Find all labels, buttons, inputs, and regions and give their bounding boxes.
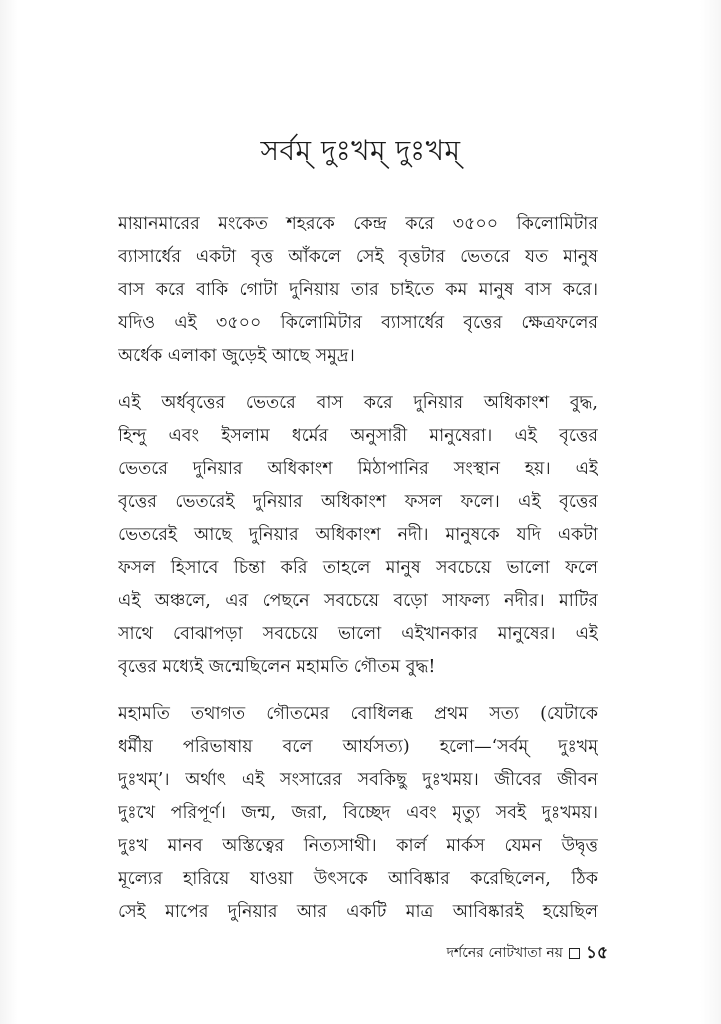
text-line: দুঃখ মানব অস্তিত্বের নিত্যসাথী। কার্ল মার্কস যেমন উদ্বৃত্ত bbox=[118, 836, 598, 856]
page-footer bbox=[447, 942, 608, 964]
square-separator-icon bbox=[569, 948, 580, 959]
text-line: সেই মাপের দুনিয়ার আর একটি মাত্র আবিষ্কারই হয়েছিল bbox=[118, 902, 598, 922]
text-line: ধর্মীয় পরিভাষায় বলে আর্যসত্য) হলো—‘সর্বম্ দুঃখম্ bbox=[118, 737, 598, 757]
text-line: ভেতরেই আছে দুনিয়ার অধিকাংশ নদী। মানুষকে যদি একটা bbox=[118, 525, 598, 545]
chapter-title: সর্বম্ দুঃখম্ দুঃখম্ bbox=[260, 133, 461, 167]
text-line: বৃত্তের মধ্যেই জন্মেছিলেন মহামতি গৌতম বুদ্ধ! bbox=[118, 657, 436, 677]
text-line: ভেতরে দুনিয়ার অধিকাংশ মিঠাপানির সংস্থান হয়। এই bbox=[118, 459, 598, 479]
text-line: ব্যাসার্ধের একটা বৃত্ত আঁকলে সেই বৃত্তটার ভেতরে যত মানুষ bbox=[118, 247, 598, 267]
paragraph-1 bbox=[118, 208, 598, 373]
text-line: মহামতি তথাগত গৌতমের বোধিলব্ধ প্রথম সত্য (যেটাকে bbox=[118, 704, 598, 724]
paragraph-3 bbox=[118, 698, 598, 929]
paragraph-2 bbox=[118, 387, 598, 684]
text-line: সাথে বোঝাপড়া সবচেয়ে ভালো এইখানকার মানুষের। এই bbox=[118, 624, 598, 644]
book-title: দর্শনের নোটখাতা নয় bbox=[446, 945, 563, 961]
text-line: হিন্দু এবং ইসলাম ধর্মের অনুসারী মানুষেরা। এই বৃত্তের bbox=[118, 426, 598, 446]
text-line: এই অর্ধবৃত্তের ভেতরে বাস করে দুনিয়ার অধিকাংশ বুদ্ধ, bbox=[118, 393, 598, 413]
text-line: অর্ধেক এলাকা জুড়েই আছে সমুদ্র। bbox=[118, 346, 355, 366]
body-text bbox=[118, 208, 598, 943]
text-line: এই অঞ্চলে, এর পেছনে সবচেয়ে বড়ো সাফল্য নদীর। মাটির bbox=[118, 591, 598, 611]
text-line: মূল্যের হারিয়ে যাওয়া উৎসকে আবিষ্কার করেছিলেন, ঠিক bbox=[118, 869, 598, 889]
text-line: ফসল হিসাবে চিন্তা করি তাহলে মানুষ সবচেয়ে ভালো ফলে bbox=[118, 558, 598, 578]
text-line: দুঃখম্’। অর্থাৎ এই সংসারের সবকিছু দুঃখময়। জীবের জীবন bbox=[118, 770, 598, 790]
text-line: মায়ানমারের মংকেত শহরকে কেন্দ্র করে ৩৫০০ কিলোমিটার bbox=[118, 214, 598, 234]
text-line: বাস করে বাকি গোটা দুনিয়ায় তার চাইতে কম মানুষ বাস করে। bbox=[118, 280, 598, 300]
text-line: বৃত্তের ভেতরেই দুনিয়ার অধিকাংশ ফসল ফলে। এই বৃত্তের bbox=[118, 492, 598, 512]
text-line: দুঃখে পরিপূর্ণ। জন্ম, জরা, বিচ্ছেদ এবং মৃত্যু সবই দুঃখময়। bbox=[118, 803, 598, 823]
page-number: ১৫ bbox=[585, 943, 608, 963]
text-line: যদিও এই ৩৫০০ কিলোমিটার ব্যাসার্ধের বৃত্তের ক্ষেত্রফলের bbox=[118, 313, 598, 333]
